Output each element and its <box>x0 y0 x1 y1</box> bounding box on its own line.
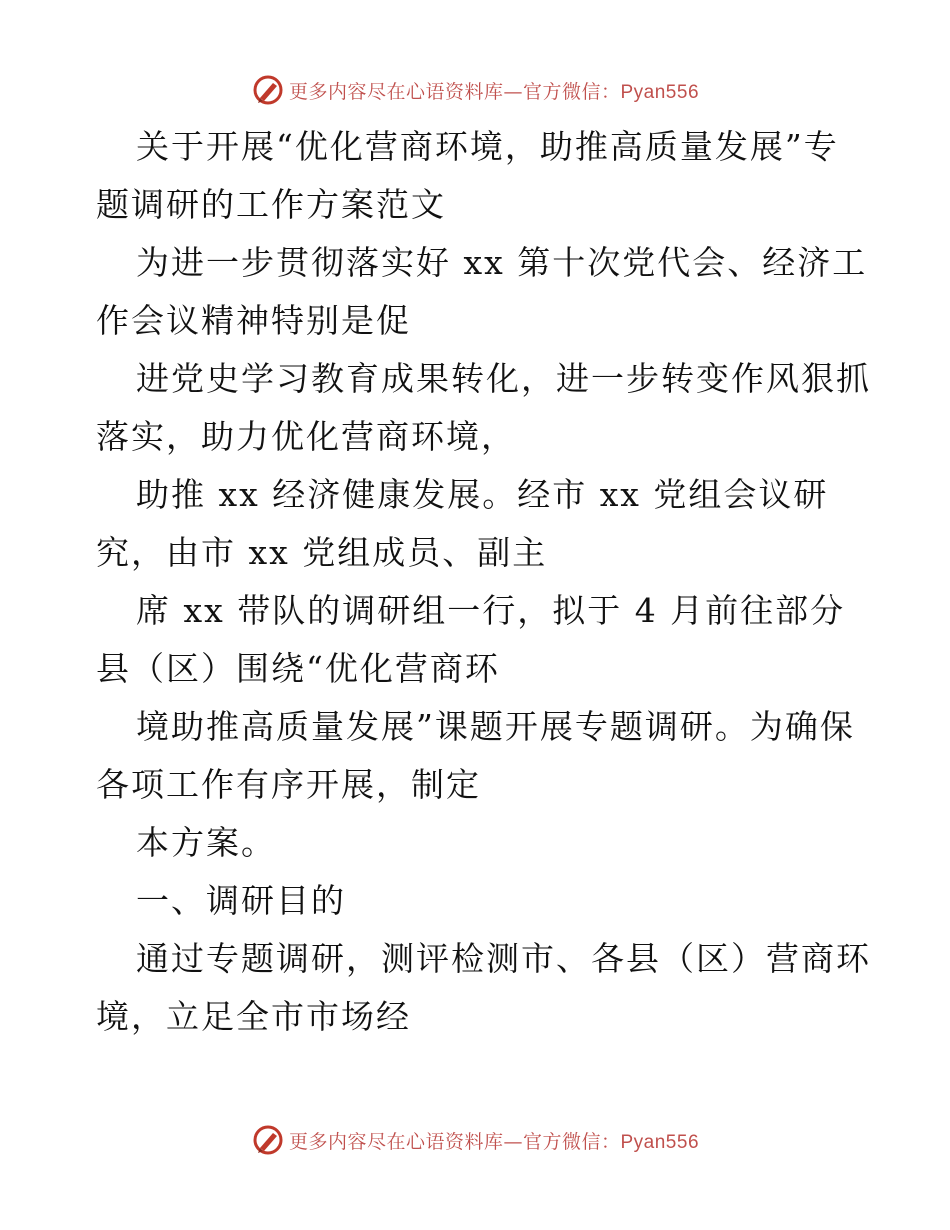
text-line: 助推 xx 经济健康发展。经市 xx 党组会议研 <box>136 475 829 514</box>
text-line: 各项工作有序开展，制定 <box>96 765 481 804</box>
watermark-text: 更多内容尽在心语资料库—官方微信：Pyan556 <box>288 1130 700 1153</box>
text-line: 作会议精神特别是促 <box>96 301 411 340</box>
watermark-text: 更多内容尽在心语资料库—官方微信：Pyan556 <box>288 80 700 103</box>
text-line: 落实，助力优化营商环境， <box>96 417 516 456</box>
text-line: 究，由市 xx 党组成员、副主 <box>96 533 548 572</box>
text-line: 席 xx 带队的调研组一行，拟于 4 月前往部分 <box>136 591 846 630</box>
text-line: 进党史学习教育成果转化，进一步转变作风狠抓 <box>136 359 871 398</box>
text-line: 境，立足全市市场经 <box>96 997 411 1036</box>
text-line: 关于开展“优化营商环境，助推高质量发展”专 <box>136 127 839 166</box>
pen-logo-icon <box>251 1123 285 1157</box>
pen-logo-icon <box>251 73 285 107</box>
header-watermark-banner <box>0 70 950 110</box>
text-line: 一、调研目的 <box>136 881 346 920</box>
footer-watermark-banner <box>0 1120 950 1160</box>
text-line: 题调研的工作方案范文 <box>96 185 446 224</box>
document-body <box>96 118 871 1046</box>
text-line: 县（区）围绕“优化营商环 <box>96 649 500 688</box>
text-line: 为进一步贯彻落实好 xx 第十次党代会、经济工 <box>136 243 868 282</box>
text-line: 本方案。 <box>136 823 276 862</box>
text-line: 通过专题调研，测评检测市、各县（区）营商环 <box>136 939 871 978</box>
text-line: 境助推高质量发展”课题开展专题调研。为确保 <box>136 707 855 746</box>
